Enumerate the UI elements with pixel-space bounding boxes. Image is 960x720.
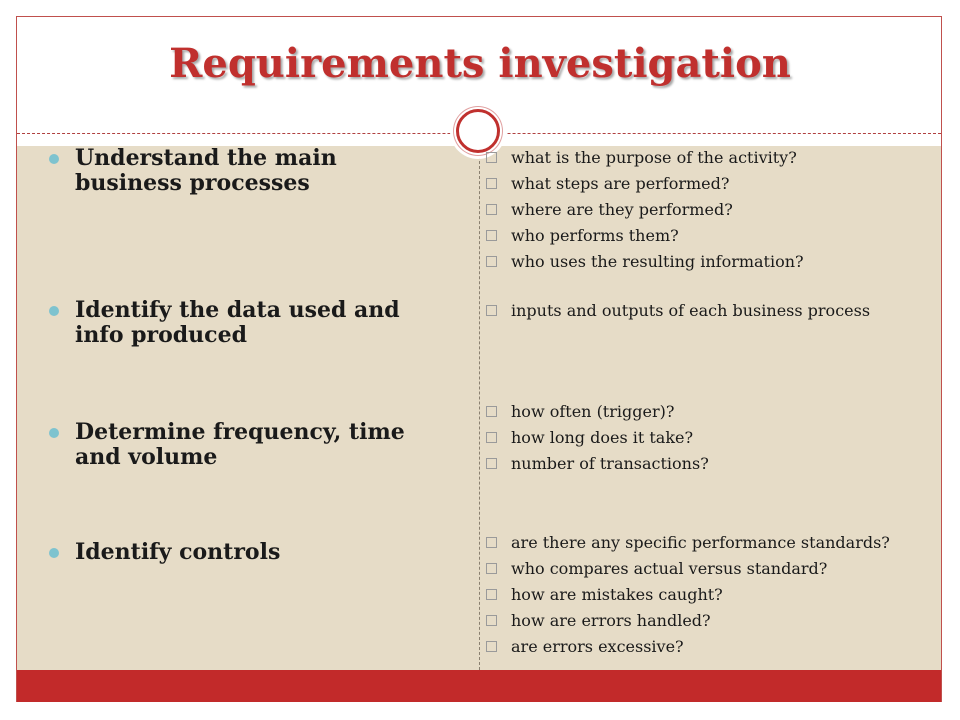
bullet-text: Understand the main business processes: [75, 145, 337, 196]
question-text: what steps are performed?: [511, 174, 730, 193]
bullet-dot-icon: [49, 548, 59, 558]
checkbox-icon: [486, 230, 497, 241]
question-text: who compares actual versus standard?: [511, 559, 828, 578]
bullet-text: Identify controls: [75, 539, 281, 565]
question-text: number of transactions?: [511, 454, 709, 473]
question-item: [486, 634, 946, 660]
question-text: what is the purpose of the activity?: [511, 148, 797, 167]
bullet-text: Identify the data used and info produced: [75, 297, 400, 348]
question-text: how are mistakes caught?: [511, 585, 723, 604]
question-item: [486, 556, 946, 582]
question-item: [486, 608, 946, 634]
checkbox-icon: [486, 152, 497, 163]
questions-frequency: [486, 399, 946, 477]
question-text: are there any specific performance standards?: [511, 533, 890, 552]
bullet-dot-icon: [49, 154, 59, 164]
checkbox-icon: [486, 641, 497, 652]
question-text: inputs and outputs of each business process: [511, 301, 871, 320]
question-item: [486, 298, 946, 324]
question-text: where are they performed?: [511, 200, 733, 219]
question-text: how long does it take?: [511, 428, 694, 447]
question-item: [486, 530, 946, 556]
checkbox-icon: [486, 305, 497, 316]
question-text: who performs them?: [511, 226, 679, 245]
checkbox-icon: [486, 563, 497, 574]
question-text: how are errors handled?: [511, 611, 711, 630]
bottom-bar: [17, 670, 941, 702]
question-item: [486, 197, 946, 223]
question-text: are errors excessive?: [511, 637, 684, 656]
checkbox-icon: [486, 458, 497, 469]
checkbox-icon: [486, 432, 497, 443]
bullet-dot-icon: [49, 306, 59, 316]
question-item: [486, 249, 946, 275]
question-item: [486, 145, 946, 171]
checkbox-icon: [486, 406, 497, 417]
question-item: [486, 171, 946, 197]
bullet-dot-icon: [49, 428, 59, 438]
checkbox-icon: [486, 589, 497, 600]
questions-controls: [486, 530, 946, 660]
question-item: [486, 451, 946, 477]
checkbox-icon: [486, 615, 497, 626]
question-text: who uses the resulting information?: [511, 252, 804, 271]
questions-data: [486, 298, 946, 324]
bullet-text: Determine frequency, time and volume: [75, 419, 405, 470]
question-item: [486, 399, 946, 425]
question-text: how often (trigger)?: [511, 402, 675, 421]
questions-processes: [486, 145, 946, 275]
slide-title: Requirements investigation: [169, 40, 791, 87]
column-divider: [479, 146, 480, 670]
question-item: [486, 425, 946, 451]
question-item: [486, 582, 946, 608]
checkbox-icon: [486, 204, 497, 215]
checkbox-icon: [486, 178, 497, 189]
question-item: [486, 223, 946, 249]
checkbox-icon: [486, 537, 497, 548]
checkbox-icon: [486, 256, 497, 267]
